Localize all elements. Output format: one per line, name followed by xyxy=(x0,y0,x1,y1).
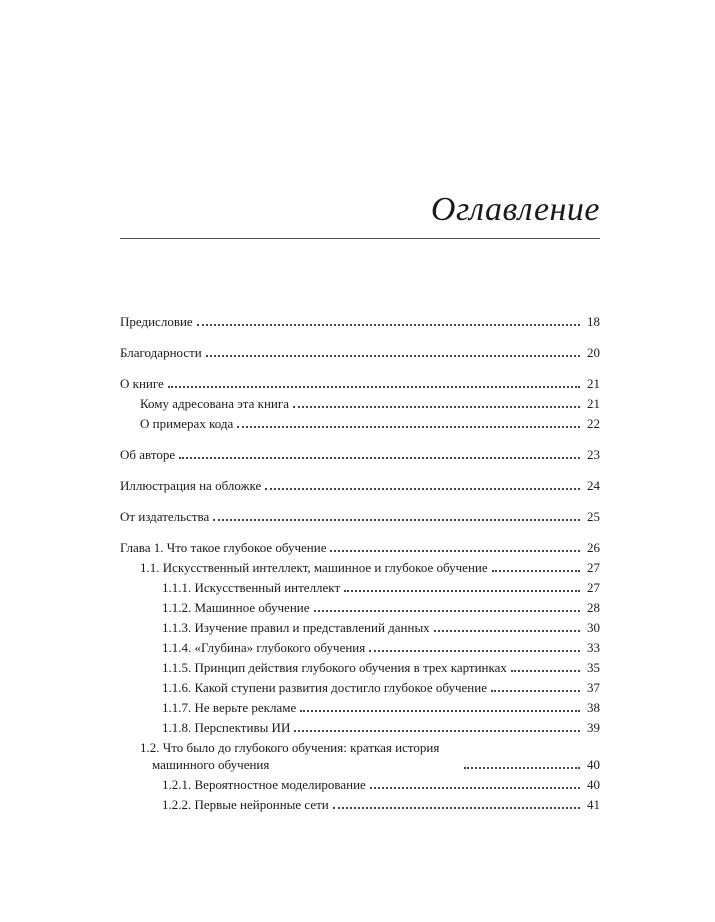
toc-entry-title: Глава 1. Что такое глубокое обучение xyxy=(120,540,327,555)
toc-entry-title: Иллюстрация на обложке xyxy=(120,478,262,493)
toc-entry[interactable] xyxy=(120,576,600,596)
dot-leader xyxy=(213,519,580,521)
toc-entry-title: Благодарности xyxy=(120,345,202,360)
toc-entry-page: 27 xyxy=(587,560,600,575)
toc-entry-page: 27 xyxy=(587,580,600,595)
toc-entry-title: Предисловие xyxy=(120,314,193,329)
toc-entry-page: 21 xyxy=(587,396,600,411)
toc-entry[interactable] xyxy=(120,505,600,525)
toc-entry[interactable] xyxy=(120,616,600,636)
dot-leader xyxy=(434,630,580,632)
toc-entry-title: 1.1.5. Принцип действия глубокого обучения в трех картинках xyxy=(162,660,507,675)
toc-entry-page: 33 xyxy=(587,640,600,655)
table-of-contents xyxy=(120,310,600,813)
toc-entry[interactable] xyxy=(120,716,600,736)
toc-entry[interactable] xyxy=(120,696,600,716)
toc-entry[interactable] xyxy=(120,392,600,412)
toc-entry-title xyxy=(120,739,460,773)
toc-entry-title: 1.2.2. Первые нейронные сети xyxy=(162,797,329,812)
toc-entry[interactable] xyxy=(120,443,600,463)
toc-entry-page: 20 xyxy=(587,345,600,360)
toc-entry[interactable] xyxy=(120,736,600,773)
dot-leader xyxy=(293,406,580,408)
toc-entry[interactable] xyxy=(120,474,600,494)
toc-entry-page: 40 xyxy=(587,757,600,772)
toc-entry-page: 40 xyxy=(587,777,600,792)
dot-leader xyxy=(344,590,580,592)
toc-entry-title: 1.1.1. Искусственный интеллект xyxy=(162,580,341,595)
toc-entry-title-line2: машинного обучения xyxy=(152,757,270,772)
toc-entry[interactable] xyxy=(120,676,600,696)
toc-entry-page: 28 xyxy=(587,600,600,615)
dot-leader xyxy=(330,550,580,552)
toc-entry-page: 23 xyxy=(587,447,600,462)
dot-leader xyxy=(168,386,580,388)
dot-leader xyxy=(369,650,580,652)
dot-leader xyxy=(294,730,580,732)
toc-entry[interactable] xyxy=(120,773,600,793)
toc-entry-page: 21 xyxy=(587,376,600,391)
toc-entry[interactable] xyxy=(120,793,600,813)
dot-leader xyxy=(265,488,580,490)
dot-leader xyxy=(206,355,580,357)
toc-entry-page: 35 xyxy=(587,660,600,675)
dot-leader xyxy=(333,807,580,809)
toc-entry-title: О книге xyxy=(120,376,164,391)
toc-entry-page: 22 xyxy=(587,416,600,431)
toc-entry-title: 1.1.8. Перспективы ИИ xyxy=(162,720,291,735)
toc-entry-page: 38 xyxy=(587,700,600,715)
toc-entry-title: 1.1.4. «Глубина» глубокого обучения xyxy=(162,640,366,655)
dot-leader xyxy=(197,324,580,326)
dot-leader xyxy=(491,690,580,692)
toc-entry[interactable] xyxy=(120,636,600,656)
toc-entry-title: 1.1.6. Какой ступени развития достигло глубокое обучение xyxy=(162,680,487,695)
toc-entry-title: О примерах кода xyxy=(140,416,234,431)
toc-entry-page: 39 xyxy=(587,720,600,735)
dot-leader xyxy=(511,670,580,672)
toc-entry-page: 26 xyxy=(587,540,600,555)
dot-leader xyxy=(492,570,580,572)
dot-leader xyxy=(237,426,580,428)
title-divider xyxy=(120,238,600,239)
toc-entry-title: 1.1.3. Изучение правил и представлений данных xyxy=(162,620,430,635)
toc-entry-page: 25 xyxy=(587,509,600,524)
toc-entry-page: 37 xyxy=(587,680,600,695)
toc-entry-title: Кому адресована эта книга xyxy=(140,396,289,411)
toc-entry[interactable] xyxy=(120,556,600,576)
toc-entry-title: 1.1.7. Не верьте рекламе xyxy=(162,700,297,715)
toc-entry-page: 30 xyxy=(587,620,600,635)
toc-entry-page: 41 xyxy=(587,797,600,812)
toc-entry-title-line1: 1.2. Что было до глубокого обучения: краткая история xyxy=(140,740,440,755)
dot-leader xyxy=(464,767,580,769)
toc-entry-title: 1.1. Искусственный интеллект, машинное и глубокое обучение xyxy=(140,560,488,575)
dot-leader xyxy=(179,457,580,459)
toc-entry-title: От издательства xyxy=(120,509,210,524)
toc-entry-title: Об авторе xyxy=(120,447,176,462)
toc-entry[interactable] xyxy=(120,310,600,330)
toc-entry[interactable] xyxy=(120,536,600,556)
toc-entry[interactable] xyxy=(120,596,600,616)
page-title: Оглавление xyxy=(430,191,600,228)
toc-entry-title: 1.2.1. Вероятностное моделирование xyxy=(162,777,366,792)
dot-leader xyxy=(300,710,580,712)
dot-leader xyxy=(314,610,580,612)
toc-entry[interactable] xyxy=(120,412,600,432)
toc-entry-page: 18 xyxy=(587,314,600,329)
toc-entry-title: 1.1.2. Машинное обучение xyxy=(162,600,310,615)
dot-leader xyxy=(370,787,580,789)
toc-entry[interactable] xyxy=(120,656,600,676)
toc-entry[interactable] xyxy=(120,372,600,392)
toc-entry[interactable] xyxy=(120,341,600,361)
toc-entry-page: 24 xyxy=(587,478,600,493)
